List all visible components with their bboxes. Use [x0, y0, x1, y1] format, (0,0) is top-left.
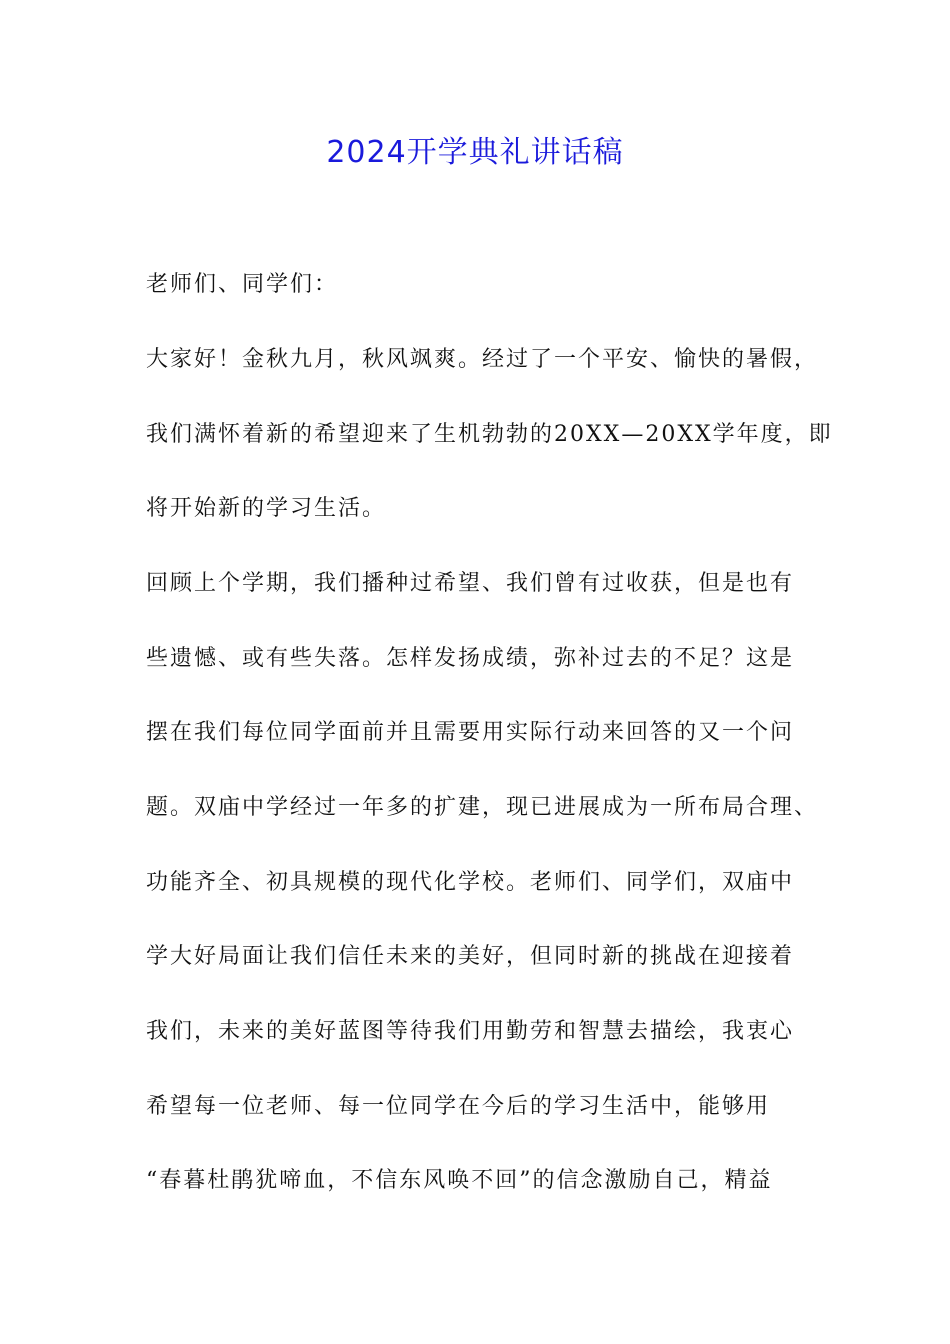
- body-text-line: 将开始新的学习生活。: [146, 496, 387, 521]
- body-text-line: 些遗憾、或有些失落。怎样发扬成绩，弥补过去的不足？这是: [146, 646, 795, 671]
- body-text-line: 我们满怀着新的希望迎来了生机勃勃的20XX—20XX学年度，即: [146, 422, 833, 447]
- body-text-line: 摆在我们每位同学面前并且需要用实际行动来回答的又一个问: [146, 720, 795, 745]
- body-text-line: 回顾上个学期，我们播种过希望、我们曾有过收获，但是也有: [146, 571, 795, 596]
- body-text-line: 希望每一位老师、每一位同学在今后的学习生活中，能够用: [146, 1094, 771, 1119]
- body-text-line: “春暮杜鹃犹啼血，不信东风唤不回”的信念激励自己，精益: [146, 1168, 773, 1193]
- body-text-line: 学大好局面让我们信任未来的美好，但同时新的挑战在迎接着: [146, 944, 795, 969]
- body-text-line: 题。双庙中学经过一年多的扩建，现已进展成为一所布局合理、: [146, 795, 819, 820]
- body-text-line: 大家好！金秋九月，秋风飒爽。经过了一个平安、愉快的暑假，: [146, 347, 819, 372]
- salutation-line: 老师们、同学们：: [146, 272, 339, 297]
- body-text-line: 我们，未来的美好蓝图等待我们用勤劳和智慧去描绘，我衷心: [146, 1019, 795, 1044]
- document-title: 2024开学典礼讲话稿: [326, 135, 624, 170]
- body-text-line: 功能齐全、初具规模的现代化学校。老师们、同学们，双庙中: [146, 870, 795, 895]
